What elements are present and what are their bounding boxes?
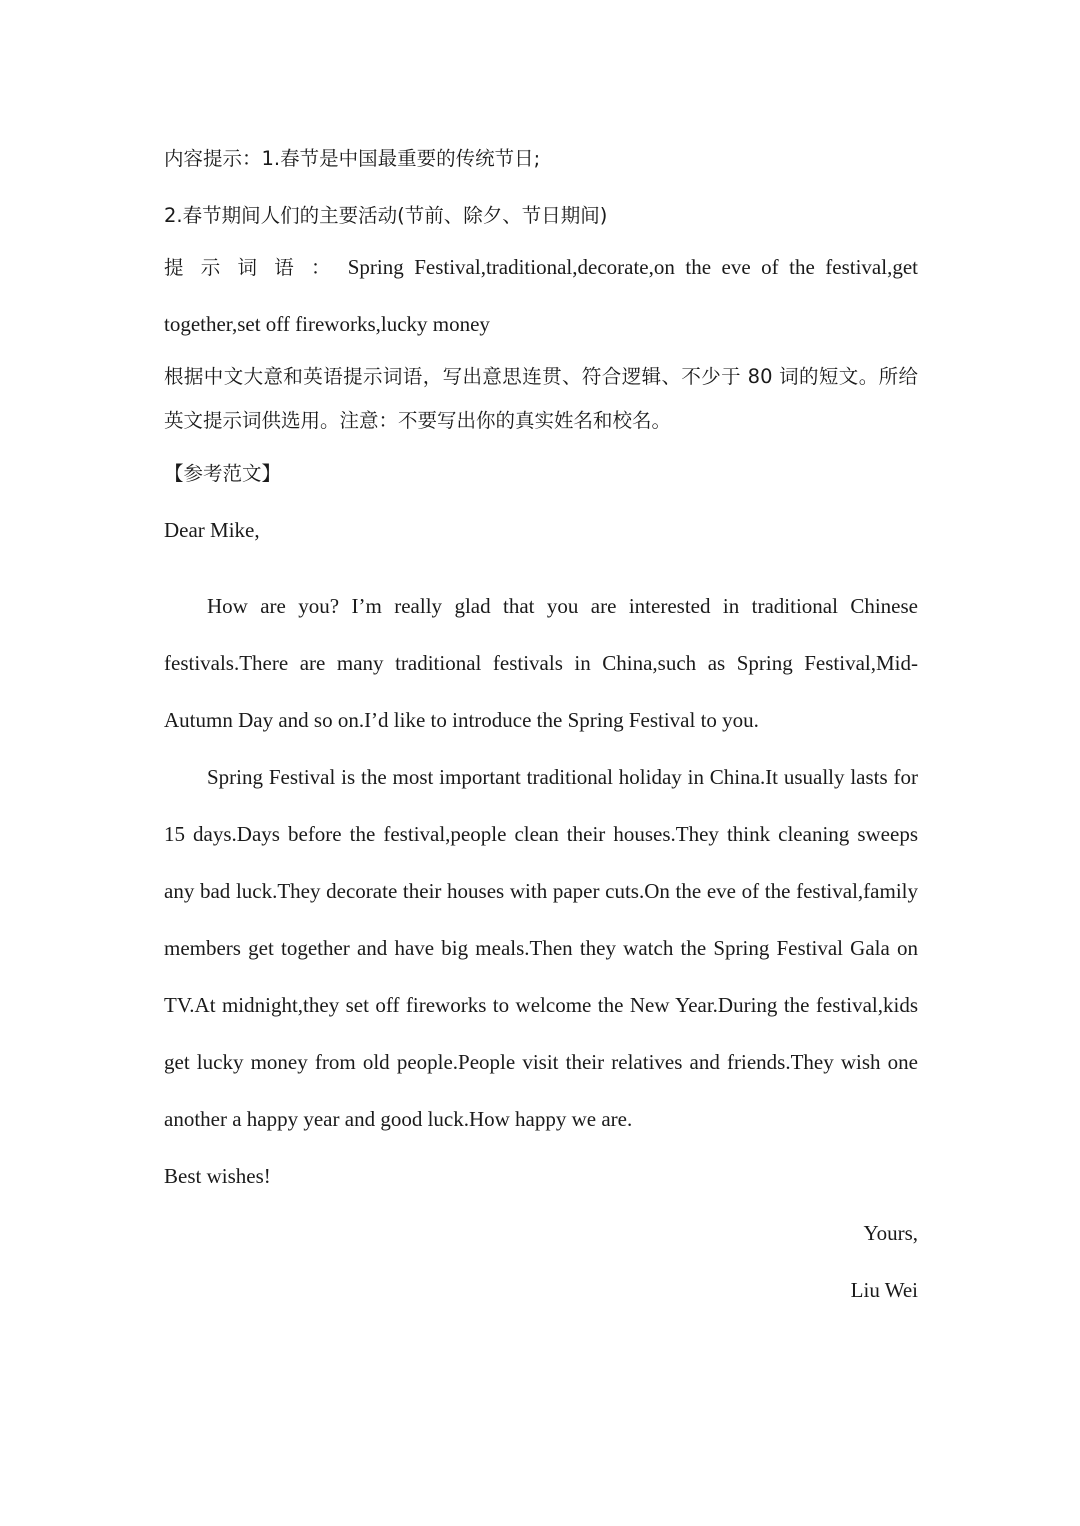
letter-salutation: Dear Mike, <box>164 518 260 542</box>
sample-essay-heading: 【参考范文】 <box>164 462 282 485</box>
keywords-label: 提示词语： <box>164 256 348 279</box>
writing-instruction: 根据中文大意和英语提示词语，写出意思连贯、符合逻辑、不少于 80 词的短文。所给英文提示词供选用。注意：不要写出你的真实姓名和校名。 <box>164 365 918 432</box>
content-hint-2: 2.春节期间人们的主要活动(节前、除夕、节日期间) <box>164 204 608 227</box>
letter-signature: Liu Wei <box>850 1278 918 1302</box>
letter-sign-off: Yours, <box>863 1221 918 1245</box>
letter-closing: Best wishes! <box>164 1164 271 1188</box>
keywords-paragraph <box>164 239 918 353</box>
content-hint-1: 内容提示：1.春节是中国最重要的传统节日; <box>164 147 541 170</box>
letter-paragraph-1: How are you? I’m really glad that you are interested in traditional Chinese festivals.There are many traditional festivals in China,such as Spring Festival,Mid-Autumn Day and so on.I’d like to introduce the Spring Festival to you. <box>164 594 918 732</box>
document-page <box>164 136 918 1319</box>
letter-paragraph-2: Spring Festival is the most important traditional holiday in China.It usually lasts for 15 days.Days before the festival,people clean their houses.They think cleaning sweeps any bad luck.They decorate their houses with paper cuts.On the eve of the festival,family members get together and have big meals.Then they watch the Spring Festival Gala on TV.At midnight,they set off fireworks to welcome the New Year.During the festival,kids get lucky money from old people.People visit their relatives and friends.They wish one another a happy year and good luck.How happy we are. <box>164 765 918 1131</box>
keywords-text: Spring Festival,traditional,decorate,on the eve of the festival,get together,set off fireworks,lucky money <box>164 255 918 336</box>
